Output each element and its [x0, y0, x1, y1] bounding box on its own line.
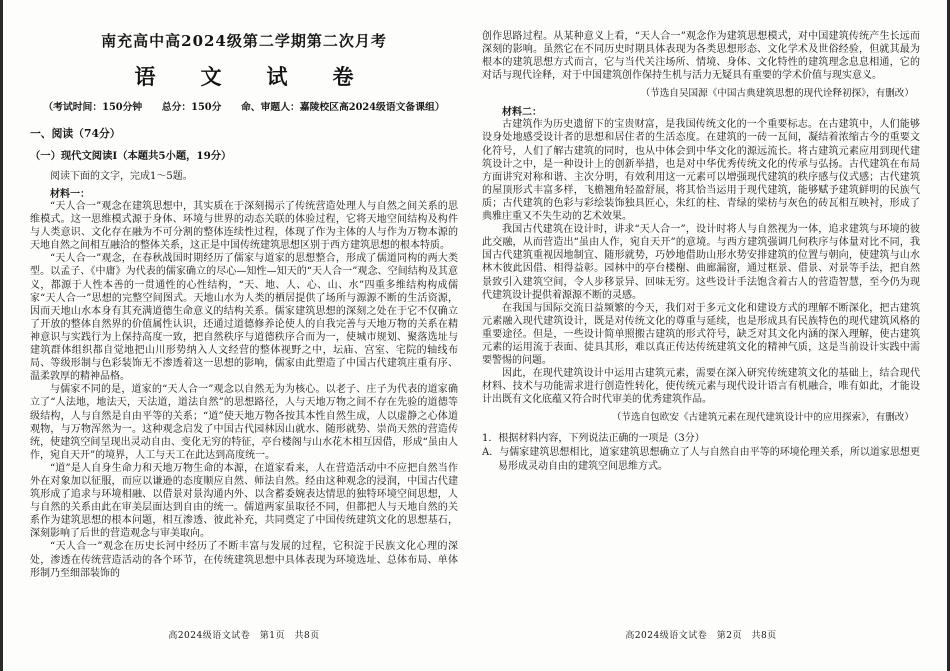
question-1: 1．根据材料内容，下列说法正确的一项是（3分）: [482, 433, 705, 445]
material-1-paragraph-3: 与儒家不同的是，道家的“天人合一”观念以自然无为为核心。以老子、庄子为代表的道家确立了“人法地，地法天，天法道，道法自然”的思想路径，人与天地万物之间不存在先验的道德等级结构，人与自然是自由平等的关系；“道”使天地万物各按其本性自然生成，人以虚静之心体道观物，与万物浑然为一。这种观念启发了中国古代园林因山就水、随形就势、崇尚天然的营造传统，使建筑空间呈现出灵动自由、变化无穷的特征，亭台楼阁与山水花木相互因借，形成“虽由人作，宛自天开”的境界，人工与天工在此达到高度统一。: [30, 384, 458, 461]
material-1-paragraph-4: “道”是人自身生命力和天地万物生命的本源，在道家看来，人在营造活动中不应把自然当作外在对象加以征服，而应以谦逊的态度顺应自然、师法自然。经由这种观念的浸润，中国古代建筑形成了追求与环境相融、以借景对景沟通内外、以含蓄委婉表达情思的独特环境空间思想，人与自然的关系由此在审美层面达到自由的统一。儒道两家虽取径不同，但都把人与天地自然的关系作为建筑思想的根本问题，相互渗透、彼此补充，共同奠定了中国传统建筑文化的思想基石，深刻影响了后世的营造观念与审美取向。: [30, 462, 458, 540]
material-2-citation: （节选自包欧安《古建筑元素在现代建筑设计中的应用探索》，有删改）: [611, 412, 914, 424]
material-2-paragraph-3: 在我国与国际交流日益频繁的今天，我们对于多元文化和建设方式的理解不断深化，把古建筑元素融入现代建筑设计，既是对传统文化的尊重与延续，也是形成具有民族特色的现代建筑风格的重要途径。但是，一些设计简单照搬古建筑的形式符号，缺乏对其文化内涵的深入理解，使古建筑元素的运用流于表面、徒具其形，难以真正传达传统建筑文化的精神气质，这是当前设计实践中需要警惕的问题。: [482, 302, 920, 367]
exam-subject-title: 语 文 试 卷: [134, 64, 366, 89]
exam-page-2: [482, 0, 920, 671]
exam-page-1: [30, 0, 458, 671]
question-1-option-a: A．与儒家建筑思想相比，道家建筑思想确立了人与自然自由平等的环境伦理关系，所以道家思想更易形成灵动自由的建筑空间思维方式。: [482, 447, 920, 472]
page-1-footer: 高2024级语文试卷 第1页 共8页: [168, 631, 320, 641]
reading-instruction: 阅读下面的文字，完成1～5题。: [50, 171, 193, 182]
material-1-citation: （节选自吴国源《中国古典建筑思想的现代诠释初探》，有删改）: [640, 88, 914, 100]
material-1-label: 材料一：: [50, 189, 90, 200]
page-2-footer: 高2024级语文试卷 第2页 共8页: [625, 631, 777, 641]
material-1-paragraph-5: “天人合一”观念在历史长河中经历了不断丰富与发展的过程，它积淀于民族文化心理的深处，渗透在传统营造活动的各个环节，在传统建筑思想中具体表现为环境选址、总体布局、单体形制乃至细部装饰的: [30, 541, 458, 579]
subsection-title-modern-reading: （一）现代文阅读Ⅰ（本题共5小题，19分）: [30, 150, 232, 162]
material-1-paragraph-2: “天人合一”观念，在春秋战国时期经历了儒家与道家的思想整合，形成了儒道同构的两大类型。以孟子、《中庸》为代表的儒家确立的尽心—知性—知天的“天人合一”观念、空间结构及其意义，都源于人性本善的一贯通性的心性结构，“天、地、人、心、山、水”四重多维结构构成儒家“天人合一”思想的完整空间图式。天地山水为人类的栖居提供了场所与源源不断的生活资源，因而天地山水本身有其充满道德生命意义的结构关系。儒家建筑思想的深刻之处在于它不仅确立了开放的整体自然界的价值属性认识，还通过道德修养论使人的自我完善与天地万物的关系在精神意识与实践行为上保持高度一致，把自然秩序与道德秩序合而为一，使城市规划、聚落选址与建筑群体组织都自觉地把山川形势纳入人文经营的整体视野之中，坛庙、宫室、宅院的轴线布局、等级形制与色彩装饰无不渗透着这一思想的影响，儒家由此塑造了中国古代建筑庄重有序、温柔敦厚的精神品格。: [30, 253, 458, 383]
scan-edge-left: [0, 0, 3, 671]
material-2-label: 材料二：: [502, 107, 542, 119]
exam-info-line: （考试时间：150分钟 总分：150分 命、审题人：嘉陵校区高2024级语文备课组）: [43, 102, 445, 113]
section-title-reading: 一、阅读（74分）: [30, 127, 121, 140]
material-2-paragraph-1: 古建筑作为历史遗留下的宝贵财富，是我国传统文化的一个重要标志。在古建筑中，人们能够设身处地感受设计者的思想和居住者的生活态度。在建筑的一砖一瓦间，凝结着浓缩古今的重要文化符号，人们了解古建筑的同时，也从中体会到中华文化的源远流长。将古建筑元素应用到现代建筑设计之中，是一种设计上的创新举措，也是对中华优秀传统文化的传承与弘扬。古代建筑在布局方面讲究对称和谐、主次分明，有效利用这一元素可以增强现代建筑的秩序感与仪式感；古代建筑的屋顶形式丰富多样，飞檐翘角轻盈舒展，将其恰当运用于现代建筑，能够赋予建筑鲜明的民族气质；古代建筑的色彩与彩绘装饰独具匠心，朱红的柱、青绿的梁枋与灰色的砖瓦相互映衬，形成了典雅庄重又不失生动的艺术效果。: [482, 119, 920, 223]
material-1-paragraph-1: “天人合一”观念在建筑思想中，其实质在于深刻揭示了传统营造处理人与自然之间关系的思维模式。这一思维模式源于身体、环境与世界的动态关联的体验过程，它将天地空间结构及构件与人类意识、文化存在融为不可分割的整体连续性过程，体现了作为主体的人与作为万物本源的天地自然之间相互融洽的整体关系，这正是中国传统建筑思想区别于西方建筑思想的根本特质。: [30, 201, 458, 252]
material-2-paragraph-2: 我国古代建筑在设计时，讲求“天人合一”，设计时将人与自然视为一体，追求建筑与环境的彼此交融，从而营造出“虽由人作，宛自天开”的意境。与西方建筑强调几何秩序与体量对比不同，我国古代建筑重视因地制宜、随形就势，巧妙地借助山形水势安排建筑的位置与朝向，使建筑与山水林木彼此因借、相得益彰。园林中的亭台楼榭、曲廊漏窗，通过框景、借景、对景等手法，把自然景致引入建筑空间，令人步移景异、回味无穷。这些设计手法饱含着古人的营造智慧，至今仍为现代建筑设计提供着源源不断的灵感。: [482, 224, 920, 301]
material-1-paragraph-continuation: 创作思路过程。从某种意义上看，“天人合一”观念作为建筑思想模式，对中国建筑传统产生长远而深刻的影响。虽然它在不同历史时期具体表现为各类思想形态、文化学术及世俗经验，但就其最为根本的建筑思想方式而言，它与当代关注场所、情境、身体、文化特性的建筑理念息息相通，它的对话与现代诠释，对于中国建筑创作保持生机与活力无疑具有重要的学术价值与现实意义。: [482, 31, 920, 82]
material-2-paragraph-4: 因此，在现代建筑设计中运用古建筑元素，需要在深入研究传统建筑文化的基础上，结合现代材料、技术与功能需求进行创造性转化，使传统元素与现代设计语言有机融合，唯有如此，才能设计出既有文化底蕴又符合时代审美的优秀建筑作品。: [482, 368, 920, 406]
exam-header-title: 南充高中高2024级第二学期第二次月考: [101, 32, 387, 50]
